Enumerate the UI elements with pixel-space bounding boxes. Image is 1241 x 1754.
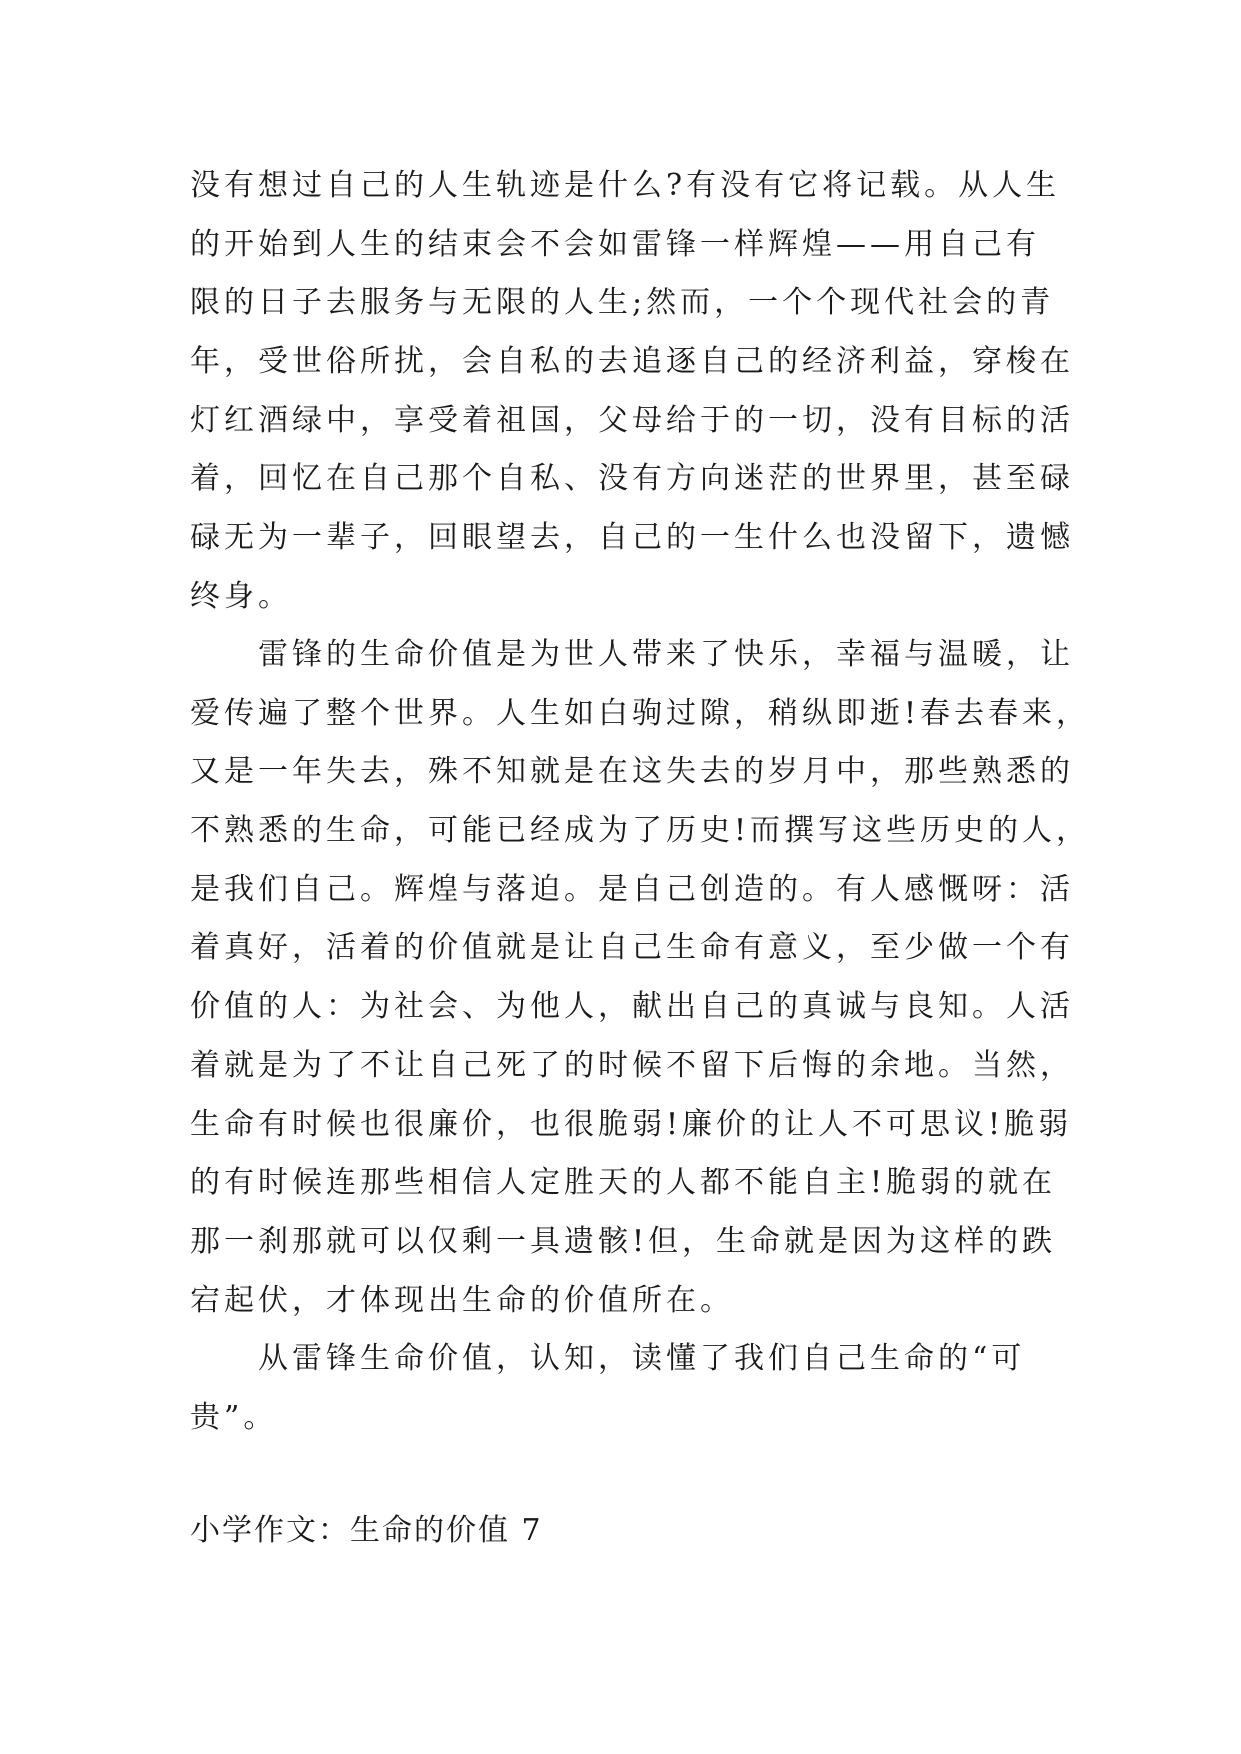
paragraph-line: 灯红酒绿中，享受着祖国，父母给于的一切，没有目标的活 xyxy=(190,402,1074,438)
paragraph-2 xyxy=(190,626,1091,1330)
paragraph-line: 终身。 xyxy=(190,578,292,614)
paragraph-line: 又是一年失去，殊不知就是在这失去的岁月中，那些熟悉的 xyxy=(190,754,1074,790)
paragraph-line: 从雷锋生命价值，认知，读懂了我们自己生命的“可 xyxy=(258,1341,1026,1376)
paragraph-line: 生命有时候也很廉价，也很脆弱!廉价的让人不可思议!脆弱 xyxy=(190,1106,1073,1142)
paragraph-line: 年，受世俗所扰，会自私的去追逐自己的经济利益，穿梭在 xyxy=(190,344,1074,380)
paragraph-line: 那一刹那就可以仅剩一具遗骸!但，生命就是因为这样的跌 xyxy=(190,1223,1057,1259)
paragraph-line: 限的日子去服务与无限的人生;然而，一个个现代社会的青 xyxy=(190,285,1055,321)
paragraph-line: 雷锋的生命价值是为世人带来了快乐，幸福与温暖，让 xyxy=(258,637,1074,672)
section-heading: 小学作文：生命的价值 7 xyxy=(190,1513,543,1548)
paragraph-line: 爱传遍了整个世界。人生如白驹过隙，稍纵即逝!春去春来， xyxy=(190,695,1091,731)
paragraph-line: 着就是为了不让自己死了的时候不留下后悔的余地。当然， xyxy=(190,1047,1074,1083)
paragraph-line: 是我们自己。辉煌与落迫。是自己创造的。有人感慨呀：活 xyxy=(190,871,1074,907)
paragraph-line: 价值的人：为社会、为他人，献出自己的真诚与良知。人活 xyxy=(190,989,1074,1025)
paragraph-line: 宕起伏，才体现出生命的价值所在。 xyxy=(190,1282,734,1318)
paragraph-line: 贵”。 xyxy=(190,1399,278,1435)
paragraph-line: 着真好，活着的价值就是让自己生命有意义，至少做一个有 xyxy=(190,930,1074,966)
paragraph-line: 着，回忆在自己那个自私、没有方向迷茫的世界里，甚至碌 xyxy=(190,461,1074,497)
paragraph-line: 不熟悉的生命，可能已经成为了历史!而撰写这些历史的人， xyxy=(190,813,1091,849)
paragraph-line: 的开始到人生的结束会不会如雷锋一样辉煌——用自己有 xyxy=(190,226,1040,262)
paragraph-line: 没有想过自己的人生轨迹是什么?有没有它将记载。从人生 xyxy=(190,168,1061,203)
paragraph-line: 碌无为一辈子，回眼望去，自己的一生什么也没留下，遗憾 xyxy=(190,520,1074,556)
paragraph-line: 的有时候连那些相信人定胜天的人都不能自主!脆弱的就在 xyxy=(190,1165,1057,1201)
paragraph-3 xyxy=(190,1330,1056,1447)
paragraph-1 xyxy=(190,157,1074,627)
